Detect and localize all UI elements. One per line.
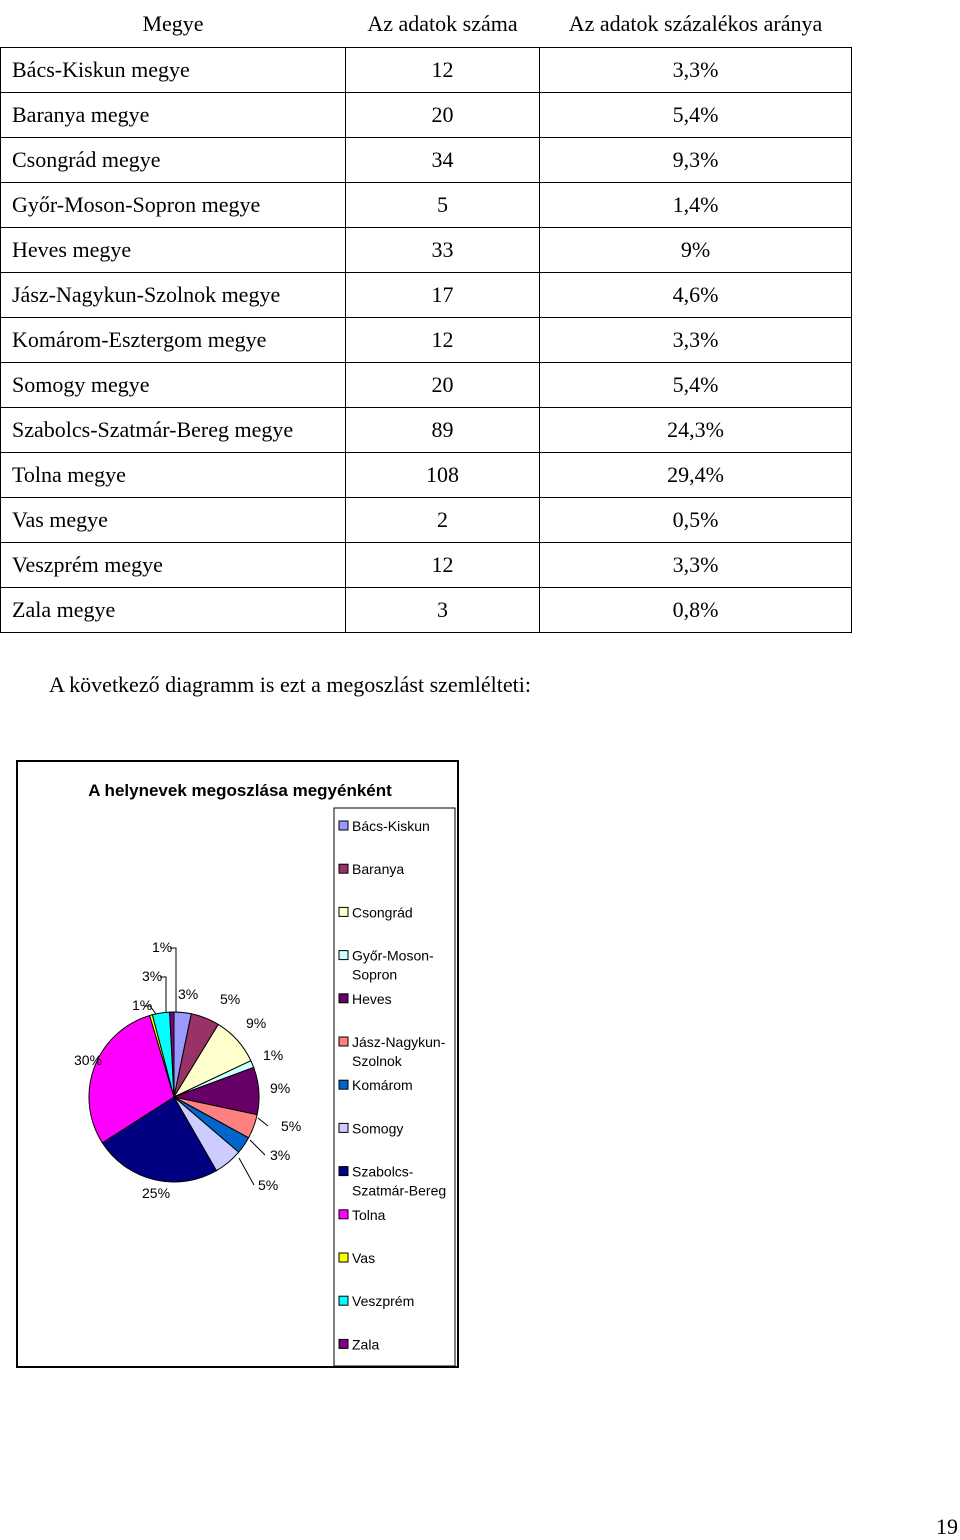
pie-data-label: 1% xyxy=(263,1047,284,1063)
percent-cell: 5,4% xyxy=(540,93,852,138)
legend-label: Jász-Nagykun- xyxy=(352,1034,446,1050)
legend-item xyxy=(339,1293,414,1309)
table-row xyxy=(1,273,852,318)
legend-item xyxy=(339,861,404,877)
pie-data-label: 3% xyxy=(178,986,199,1002)
legend-swatch xyxy=(339,1339,348,1348)
count-cell: 12 xyxy=(346,318,540,363)
legend-label: Szabolcs- xyxy=(352,1163,414,1180)
legend-item xyxy=(339,904,413,920)
pie-data-label: 5% xyxy=(220,991,241,1007)
count-cell: 2 xyxy=(346,498,540,543)
legend-item xyxy=(339,991,392,1007)
pie-data-label: 25% xyxy=(142,1185,171,1201)
county-cell: Baranya megye xyxy=(1,93,346,138)
legend-label: Tolna xyxy=(352,1206,386,1223)
pie-data-label: 3% xyxy=(270,1147,291,1163)
table-row xyxy=(1,408,852,453)
percent-cell: 24,3% xyxy=(540,408,852,453)
legend-swatch xyxy=(339,907,348,916)
legend-swatch xyxy=(339,1037,348,1046)
legend-swatch xyxy=(339,821,348,830)
pie-data-label: 1% xyxy=(152,939,173,955)
legend-label: Veszprém xyxy=(352,1293,415,1310)
percent-cell: 3,3% xyxy=(540,543,852,588)
header-count: Az adatok száma xyxy=(346,0,540,48)
table-row xyxy=(1,588,852,633)
legend-item xyxy=(339,1120,403,1136)
county-cell: Csongrád megye xyxy=(1,138,346,183)
percent-cell: 3,3% xyxy=(540,48,852,93)
table-row xyxy=(1,363,852,408)
legend-swatch xyxy=(339,1167,348,1176)
table-row xyxy=(1,138,852,183)
legend-item xyxy=(339,948,434,983)
percent-cell: 0,8% xyxy=(540,588,852,633)
pie-data-label: 30% xyxy=(74,1052,103,1068)
table-row xyxy=(1,183,852,228)
legend-label: Sopron xyxy=(352,966,398,983)
county-cell: Heves megye xyxy=(1,228,346,273)
percent-cell: 3,3% xyxy=(540,318,852,363)
legend-item xyxy=(339,1034,446,1069)
legend-item xyxy=(339,1336,379,1352)
pie-data-label: 5% xyxy=(258,1177,279,1193)
legend-label: Szatmár-Bereg xyxy=(352,1182,447,1199)
legend-label: Zala xyxy=(352,1336,380,1353)
label-leader-line xyxy=(250,1140,265,1155)
table-row xyxy=(1,543,852,588)
count-cell: 12 xyxy=(346,48,540,93)
county-cell: Szabolcs-Szatmár-Bereg megye xyxy=(1,408,346,453)
count-cell: 17 xyxy=(346,273,540,318)
legend-label: Vas xyxy=(352,1250,376,1266)
county-cell: Győr-Moson-Sopron megye xyxy=(1,183,346,228)
pie-data-label: 3% xyxy=(142,968,163,984)
legend-label: Komárom xyxy=(352,1077,413,1094)
county-cell: Somogy megye xyxy=(1,363,346,408)
percent-cell: 9% xyxy=(540,228,852,273)
county-cell: Tolna megye xyxy=(1,453,346,498)
pie-chart xyxy=(18,762,461,1370)
legend-swatch xyxy=(339,1080,348,1089)
count-cell: 20 xyxy=(346,93,540,138)
pie-data-label: 1% xyxy=(132,997,153,1013)
percent-cell: 4,6% xyxy=(540,273,852,318)
header-percent: Az adatok százalékos aránya xyxy=(540,0,852,48)
legend-item xyxy=(339,818,430,834)
table-row xyxy=(1,318,852,363)
table-row xyxy=(1,453,852,498)
county-cell: Zala megye xyxy=(1,588,346,633)
count-cell: 108 xyxy=(346,453,540,498)
county-cell: Bács-Kiskun megye xyxy=(1,48,346,93)
legend-label: Somogy xyxy=(352,1120,404,1137)
table-row xyxy=(1,93,852,138)
county-cell: Veszprém megye xyxy=(1,543,346,588)
count-cell: 5 xyxy=(346,183,540,228)
label-leader-line xyxy=(258,1118,268,1126)
legend-swatch xyxy=(339,864,348,873)
table-row xyxy=(1,498,852,543)
header-county: Megye xyxy=(1,0,346,48)
legend-swatch xyxy=(339,1253,348,1262)
intro-text: A következő diagramm is ezt a megoszlást szemlélteti: xyxy=(49,672,532,697)
percent-cell: 0,5% xyxy=(540,498,852,543)
count-cell: 20 xyxy=(346,363,540,408)
label-leader-line xyxy=(170,948,176,1012)
percent-cell: 5,4% xyxy=(540,363,852,408)
table-header-row xyxy=(1,0,852,48)
legend-item xyxy=(339,1207,386,1223)
legend-swatch xyxy=(339,1296,348,1305)
legend-label: Bács-Kiskun xyxy=(352,818,430,834)
count-cell: 33 xyxy=(346,228,540,273)
county-data-table xyxy=(0,0,852,633)
page-number: 19 xyxy=(936,1514,958,1539)
pie-data-label: 9% xyxy=(246,1015,267,1031)
legend-label: Szolnok xyxy=(352,1053,402,1069)
legend-label: Győr-Moson- xyxy=(352,947,434,964)
chart-title: A helynevek megoszlása megyénként xyxy=(88,781,392,800)
pie-chart-container xyxy=(16,760,459,1368)
legend-label: Heves xyxy=(352,990,392,1007)
legend-item xyxy=(339,1250,375,1266)
table-row xyxy=(1,48,852,93)
pie-data-label: 5% xyxy=(281,1118,302,1134)
pie-slices xyxy=(89,1012,259,1182)
legend-swatch xyxy=(339,1123,348,1132)
count-cell: 12 xyxy=(346,543,540,588)
county-cell: Komárom-Esztergom megye xyxy=(1,318,346,363)
count-cell: 34 xyxy=(346,138,540,183)
legend xyxy=(339,818,446,1352)
legend-item xyxy=(339,1077,413,1093)
label-leader-line xyxy=(239,1158,254,1185)
percent-cell: 29,4% xyxy=(540,453,852,498)
legend-label: Baranya xyxy=(352,861,405,878)
legend-swatch xyxy=(339,1210,348,1219)
count-cell: 3 xyxy=(346,588,540,633)
table-row xyxy=(1,228,852,273)
percent-cell: 9,3% xyxy=(540,138,852,183)
legend-swatch xyxy=(339,951,348,960)
legend-item xyxy=(339,1164,446,1199)
county-cell: Jász-Nagykun-Szolnok megye xyxy=(1,273,346,318)
legend-swatch xyxy=(339,994,348,1003)
county-cell: Vas megye xyxy=(1,498,346,543)
percent-cell: 1,4% xyxy=(540,183,852,228)
legend-label: Csongrád xyxy=(352,904,413,921)
pie-data-label: 9% xyxy=(270,1080,291,1096)
count-cell: 89 xyxy=(346,408,540,453)
